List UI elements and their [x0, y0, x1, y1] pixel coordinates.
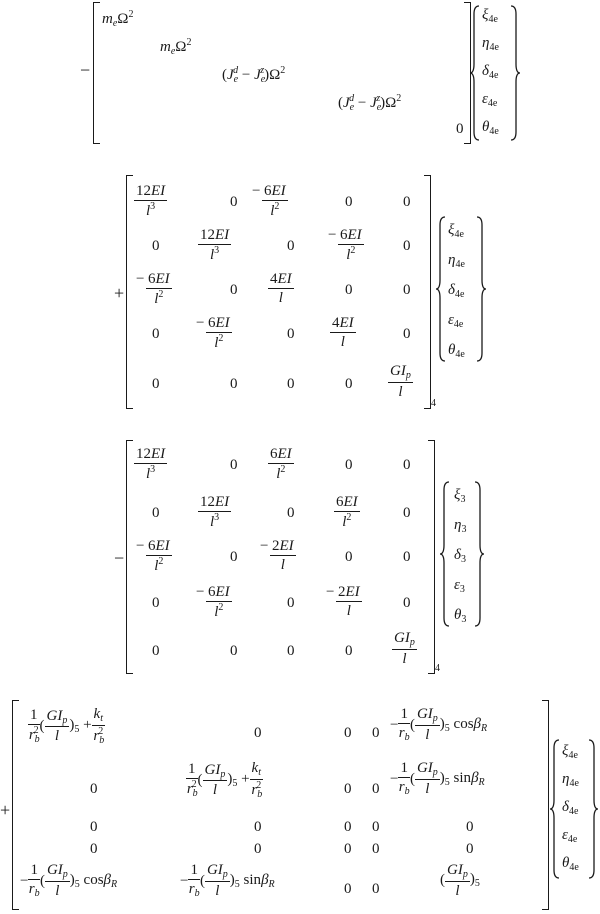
entry-r2c5: − $\frac{1}{r_b}$ ( $\frac{GI_p}{l}$ )$_5$ sinβ$_R$ — [390, 760, 485, 798]
entry-r5c3: 0 — [287, 376, 295, 392]
entry-r1c5: − $\frac{1}{r_b}$ ( $\frac{GI_p}{l}$ )$_5$ cosβ$_R$ — [390, 706, 488, 744]
entry-r4c4: − 2EI l — [326, 584, 360, 620]
matrix-block-2 — [0, 175, 600, 415]
matrix-subscript: 4 — [435, 663, 440, 674]
entry-r5c1: 0 — [152, 643, 160, 659]
entry-r4c2: − 6EI $l^2$ — [196, 315, 230, 352]
entry-r1c5: 0 — [403, 194, 411, 210]
matrix-block-4 — [0, 700, 600, 914]
block-2-sign: + — [114, 283, 125, 303]
entry-r5c4: 0 — [345, 376, 353, 392]
entry-r5c1: 0 — [152, 376, 160, 392]
left-curly-brace-icon — [550, 738, 560, 880]
displacement-vector-4e: $\xi_{4e}$ $\eta_{4e}$ $\delta_{4e}$ $\varepsilon_{4e}$ $\theta_{4e}$ — [562, 743, 579, 873]
diag-entry-1: $m_e\Omega^2$ — [102, 9, 134, 29]
entry-r5c3: 0 — [287, 643, 295, 659]
block-3-sign: − — [114, 548, 125, 568]
matrix-block-1 — [0, 0, 600, 150]
bracket-right — [542, 700, 549, 910]
bracket-left — [12, 700, 19, 910]
bracket-left — [93, 2, 100, 144]
entry-r2c3: 0 — [344, 781, 352, 797]
entry-r5c5: ( $\frac{GI_p}{l}$ )$_5$ — [440, 862, 480, 899]
right-curly-brace-icon — [588, 738, 598, 880]
entry-r1c1: $\frac{1}{r_b^2}$ ( $\frac{GI_p}{l}$ )$_5$ + $\frac{k_t}{r_b^2}$ — [28, 706, 105, 746]
entry-r2c4: − 6EI $l^2$ — [328, 227, 362, 264]
entry-r3c3: − 2EI l — [260, 538, 294, 574]
bracket-right — [428, 440, 435, 674]
diag-entry-3: $(J_e^d - J_e^z)\Omega^2$ — [222, 65, 286, 85]
matrix-subscript: 4 — [431, 398, 436, 409]
entry-r2c1: 0 — [152, 505, 160, 521]
left-curly-brace-icon — [470, 4, 480, 142]
bracket-left — [126, 440, 133, 674]
entry-r3c2: 0 — [230, 549, 238, 565]
entry-r1c2: 0 — [254, 725, 262, 741]
entry-r2c3: 0 — [287, 505, 295, 521]
entry-r3c5: 0 — [403, 549, 411, 565]
entry-r4c4: 0 — [372, 841, 380, 857]
entry-r5c2: − $\frac{1}{r_b}$ ( $\frac{GI_p}{l}$ )$_5$ sinβ$_R$ — [180, 862, 275, 900]
entry-r1c2: 0 — [230, 457, 238, 473]
entry-r1c4: 0 — [372, 725, 380, 741]
entry-r5c5: $GI_p$ l — [394, 630, 415, 667]
matrix-block-3 — [0, 440, 600, 680]
entry-r1c5: 0 — [403, 457, 411, 473]
right-curly-brace-icon — [510, 4, 520, 142]
block-1-sign: − — [80, 60, 91, 80]
entry-r2c3: 0 — [287, 238, 295, 254]
entry-r3c2: 0 — [254, 819, 262, 835]
entry-r4c2: − 6EI $l^2$ — [196, 584, 230, 621]
entry-r3c3: 0 — [344, 819, 352, 835]
entry-r5c2: 0 — [230, 376, 238, 392]
entry-r5c1: − $\frac{1}{r_b}$ ( $\frac{GI_p}{l}$ )$_5$ cosβ$_R$ — [20, 862, 118, 900]
entry-r2c5: 0 — [403, 238, 411, 254]
diag-entry-4: $(J_e^d - J_e^z)\Omega^2$ — [338, 93, 402, 113]
entry-r3c4: 0 — [345, 549, 353, 565]
entry-r3c5: 0 — [466, 819, 474, 835]
entry-r4c3: 0 — [287, 595, 295, 611]
entry-r2c4: $\frac{6EI}{l^2}$ — [336, 494, 358, 531]
entry-r4c3: 0 — [287, 326, 295, 342]
entry-r1c2: 0 — [230, 194, 238, 210]
right-curly-brace-icon — [474, 480, 484, 628]
entry-r4c2: 0 — [254, 841, 262, 857]
left-curly-brace-icon — [436, 215, 446, 363]
entry-r5c2: 0 — [230, 643, 238, 659]
right-curly-brace-icon — [476, 215, 486, 363]
entry-r4c1: 0 — [152, 326, 160, 342]
entry-r4c5: 0 — [403, 595, 411, 611]
displacement-vector-3: $\xi_3$ $\eta_3$ $\delta_3$ $\varepsilon_3$ $\theta_3$ — [454, 487, 467, 625]
entry-r5c5: $GI_p$ l — [390, 363, 411, 400]
bracket-right — [424, 175, 431, 409]
entry-r3c4: 0 — [372, 819, 380, 835]
block-4-sign: + — [0, 800, 11, 820]
entry-r3c1: 0 — [90, 819, 98, 835]
entry-r5c3: 0 — [344, 881, 352, 897]
diag-entry-2: $m_e\Omega^2$ — [160, 37, 192, 57]
left-curly-brace-icon — [440, 480, 450, 628]
entry-r1c1: $\frac{12EI}{l^3}$ — [136, 446, 166, 483]
displacement-vector-4e: $\xi_{4e}$ $\eta_{4e}$ $\delta_{4e}$ $\varepsilon_{4e}$ $\theta_{4e}$ — [448, 222, 465, 360]
entry-r2c2: $\frac{12EI}{l^3}$ — [200, 227, 230, 264]
entry-r3c1: − 6EI $l^2$ — [136, 538, 170, 575]
entry-r4c1: 0 — [152, 595, 160, 611]
entry-r3c2: 0 — [230, 282, 238, 298]
entry-r4c1: 0 — [90, 841, 98, 857]
displacement-vector-4e: $\xi_{4e}$ $\eta_{4e}$ $\delta_{4e}$ $\varepsilon_{4e}$ $\theta_{4e}$ — [482, 7, 499, 137]
entry-r2c2: $\frac{1}{r_b^2}$ ( $\frac{GI_p}{l}$ )$_5$ + $\frac{k_t}{r_b^2}$ — [186, 760, 263, 800]
entry-r5c4: 0 — [372, 881, 380, 897]
entry-r3c4: 0 — [345, 282, 353, 298]
entry-r1c3: 0 — [344, 725, 352, 741]
entry-r2c5: 0 — [403, 505, 411, 521]
entry-r2c1: 0 — [152, 238, 160, 254]
entry-r1c3: − 6EI $l^2$ — [252, 183, 286, 220]
entry-r1c4: 0 — [345, 194, 353, 210]
entry-r1c4: 0 — [345, 457, 353, 473]
entry-r1c3: $\frac{6EI}{l^2}$ — [270, 446, 292, 483]
entry-r4c5: 0 — [403, 326, 411, 342]
entry-r3c3: $\frac{4EI}{l}$ — [270, 271, 292, 307]
entry-r5c4: 0 — [345, 643, 353, 659]
entry-r3c1: − 6EI $l^2$ — [136, 271, 170, 308]
entry-r2c2: $\frac{12EI}{l^3}$ — [200, 494, 230, 531]
bracket-left — [126, 175, 133, 409]
entry-r3c5: 0 — [403, 282, 411, 298]
entry-r4c3: 0 — [344, 841, 352, 857]
entry-r4c5: 0 — [466, 841, 474, 857]
entry-r1c1: $\frac{12EI}{l^3}$ — [136, 183, 166, 220]
entry-r2c1: 0 — [90, 781, 98, 797]
diag-entry-5: 0 — [456, 121, 464, 137]
entry-r4c4: $\frac{4EI}{l}$ — [332, 315, 354, 351]
entry-r2c4: 0 — [372, 781, 380, 797]
